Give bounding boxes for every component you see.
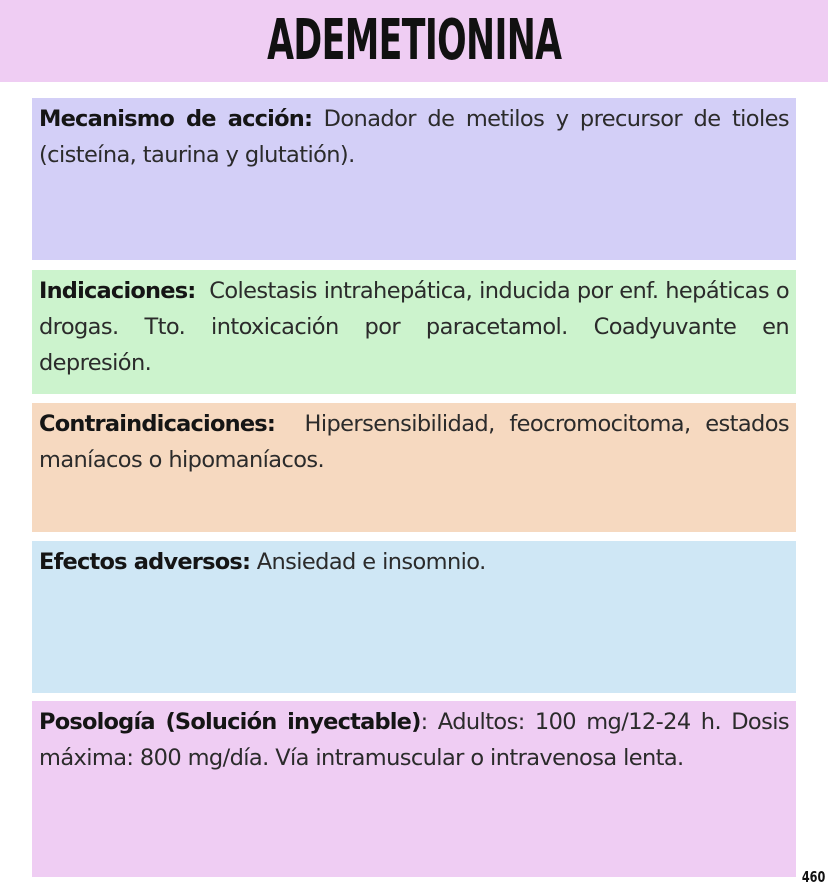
section-mecanismo <box>32 98 796 260</box>
section-efectos-adversos <box>32 541 796 693</box>
section-label-contraindicaciones: Contraindicaciones: <box>39 411 276 437</box>
section-label-efectos: Efectos adversos: <box>39 549 251 575</box>
section-contraindicaciones <box>32 403 796 532</box>
section-text-posologia: : Adultos: 100 mg/12-24 h. Dosis máxima: 800 mg/día. Vía intramuscular o intravenosa lenta. <box>39 709 789 771</box>
title-banner <box>0 0 828 82</box>
section-label-indicaciones: Indicaciones: <box>39 278 196 304</box>
section-text-contraindicaciones: Hipersensibilidad, feocromocitoma, estados maníacos o hipomaníacos. <box>39 411 796 473</box>
page-number: 460 <box>801 868 825 886</box>
section-indicaciones <box>32 270 796 394</box>
section-text-indicaciones: Colestasis intrahepática, inducida por enf. hepáticas o drogas. Tto. intoxicación por paracetamol. Coadyuvante en depresión. <box>39 278 796 376</box>
section-posologia <box>32 701 796 877</box>
section-label-posologia: Posología (Solución inyectable) <box>39 709 421 735</box>
section-label-mecanismo: Mecanismo de acción: <box>39 106 313 132</box>
section-text-mecanismo: Donador de metilos y precursor de tioles (cisteína, taurina y glutatión). <box>39 106 789 168</box>
page-title: ADEMETIONINA <box>266 8 562 73</box>
section-text-efectos: Ansiedad e insomnio. <box>250 549 486 575</box>
